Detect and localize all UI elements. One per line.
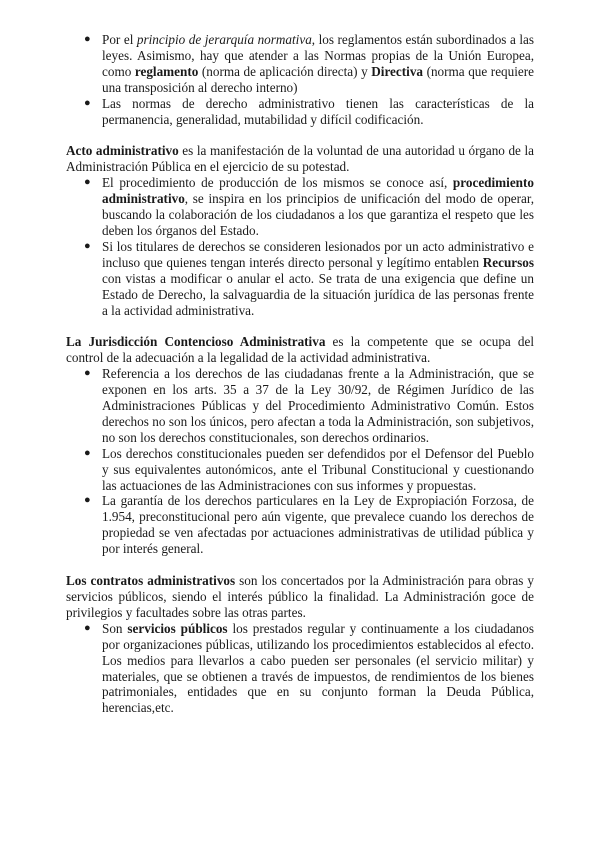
list-item (66, 175, 534, 239)
text-run: son los concertados por la Administración para obras y servicios públicos, siendo el interés público la finalidad. La Administración goce de privilegios y facultades sobre las otras partes. (66, 573, 534, 620)
list-item (66, 621, 534, 716)
text-run: (norma de aplicación directa) y (198, 63, 372, 79)
acto-list (66, 175, 534, 318)
text-run: El procedimiento de producción de los mismos se conoce así, (102, 175, 453, 191)
list-item (66, 493, 534, 557)
section-definition (66, 573, 534, 621)
section-definition (66, 334, 534, 366)
italic-term: principio de jerarquía normativa (136, 32, 312, 47)
text-run: (norma que requiere una transposición al derecho interno) (102, 63, 534, 95)
bullet-icon: ● (84, 176, 91, 189)
list-item (66, 239, 534, 319)
bullet-icon: ● (84, 96, 91, 109)
bullet-icon: ● (84, 239, 91, 252)
text-run: los prestados regular y continuamente a los ciudadanos por organizaciones públicas, utilizando los procedimientos establecidos al efecto. Los medios para llevarlos a cabo pueden ser personales (el servicio militar) y materiales, que se obtienen a través de impuestos, de rendimientos de los bienes patrimoniales, entidades que en su conjunto forman la Deuda Pública, herencias,etc. (102, 620, 534, 716)
text-run: , se inspira en los principios de unificación del modo de operar, buscando la colaboración de los ciudadanos a los que garantiza el respeto que les deben los órganos del Estado. (102, 191, 534, 238)
text-run: con vistas a modificar o anular el acto. Se trata de una exigencia que define un Estado de Derecho, la salvaguardia de la situación jurídica de las personas frente a la actividad administrativa. (102, 270, 534, 318)
contratos-list (66, 621, 534, 716)
text-run: es la manifestación de la voluntad de una autoridad u órgano de la Administración Pública en el ejercicio de su potestad. (66, 143, 535, 175)
text-run: es la competente que se ocupa del control de la adecuación a la legalidad de la actividad administrativa. (66, 334, 534, 366)
section-jurisdiccion (66, 334, 534, 557)
list-item (66, 32, 534, 96)
text-run: Por el (102, 32, 137, 47)
list-item (66, 366, 534, 446)
bullet-icon: ● (84, 446, 91, 459)
section-acto-administrativo (66, 143, 534, 318)
text-run: Son (102, 620, 128, 636)
bold-term: reglamento (134, 63, 199, 79)
intro-list (66, 32, 534, 127)
bold-term: procedimiento administrativo (102, 175, 534, 207)
bold-term: Directiva (371, 63, 424, 79)
section-definition (66, 143, 534, 175)
text-run: , los reglamentos están subordinados a las leyes. Asimismo, hay que atender a las Normas propias de la Unión Europea, como (102, 32, 534, 79)
jurisdiccion-list (66, 366, 534, 557)
bullet-icon: ● (84, 367, 91, 380)
text-run: La garantía de los derechos particulares en la Ley de Expropiación Forzosa, de 1.954, preconstitucional pero aún vigente, que prevalece cuando los derechos de propiedad se ven afectadas por actuaciones administrativas de utilidad pública y por interés general. (102, 493, 534, 557)
bold-term: Recursos (482, 254, 534, 270)
list-item (66, 96, 534, 128)
text-run: Las normas de derecho administrativo tienen las características de la permanencia, generalidad, mutabilidad y difícil codificación. (102, 95, 534, 127)
text-run: Referencia a los derechos de las ciudadanas frente a la Administración, que se exponen en los arts. 35 a 37 de la Ley 30/92, de Régimen Jurídico de las Administraciones Públicas y del Procedimiento Administrativo Común. Estos derechos no son los únicos, pero afectan a toda la Administración, son subjetivos, no son los derechos constitucionales, son derechos ordinarios. (102, 366, 534, 445)
text-run: Si los titulares de derechos se consideren lesionados por un acto administrativo e incluso que quienes tengan interés directo personal y legítimo entablen (102, 238, 534, 270)
list-item (66, 446, 534, 494)
section-term: Acto administrativo (66, 143, 179, 159)
bullet-icon: ● (84, 33, 91, 45)
text-run: Los derechos constitucionales pueden ser defendidos por el Defensor del Pueblo y sus equivalentes autonómicos, ante el Tribunal Constitucional y cuestionando las actuaciones de las Administraciones con sus informes y propuestas. (102, 445, 534, 493)
bold-term: servicios públicos (127, 620, 228, 636)
bullet-icon: ● (84, 621, 91, 634)
bullet-icon: ● (84, 494, 91, 507)
section-contratos (66, 573, 534, 716)
section-term: Los contratos administrativos (66, 573, 236, 589)
section-term: La Jurisdicción Contencioso Administrativa (66, 334, 326, 350)
